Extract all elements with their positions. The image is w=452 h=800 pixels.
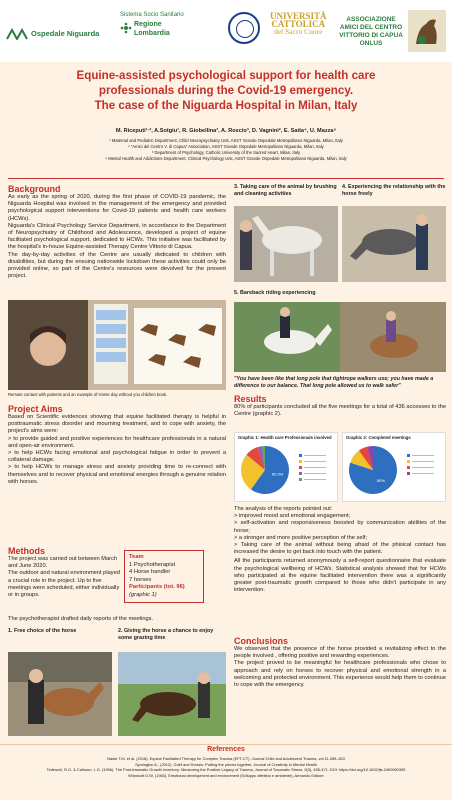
niguarda-mark-icon [6, 28, 28, 40]
title-line-3: The case of the Niguarda Hospital in Milan, Italy [94, 99, 358, 112]
lombardia-name-2: Lombardia [134, 30, 170, 37]
title-line-1: Equine-assisted psychological support for health care [76, 69, 376, 82]
association-logo [338, 16, 404, 48]
team-heading: Team [129, 554, 144, 560]
results-item: > self-activation and responsiveness boosted by communication abilities of the horse; [234, 520, 446, 534]
methods-section [8, 546, 122, 599]
reference-item: Winnicott D.W. (1983). Emotional development and environment (Sviluppo affettivo e ambiente), Armando Editore [128, 772, 324, 778]
reference-item: Naste T.M. et al. (2018). Equine Facilitated Therapy for Complex Trauma (EFT-CT). Journal Child and Adolescent Trauma, vol 11,289–303 [107, 756, 345, 761]
chart-2-legend-text [412, 473, 434, 474]
results-p2: The analysis of the reports pointed out: [234, 506, 333, 512]
conclusions-section [234, 636, 446, 689]
bareback-riding-image [234, 302, 446, 372]
photo-caption: Remote contact with patients and an example of Horse day without you children book. [8, 392, 168, 397]
affiliation: ³ Department of Psychology, Catholic University of the Sacred Heart, Milan, Italy [151, 150, 301, 155]
participants-heading: Participants (tot. 96) [129, 584, 185, 590]
niguarda-name: Ospedale Niguarda [31, 28, 100, 38]
chart-1-legend-text [304, 473, 326, 474]
results-section [234, 394, 446, 418]
conclusions-heading: Conclusions [234, 636, 289, 646]
authors: M. Riceputi¹·², A.Sotgiu¹, R. Giobellina³, A. Roscio³, D. Vagnini², E. Saita⁴, U. Mazza⁵ [115, 128, 337, 134]
chart-1-legend-text [304, 455, 326, 456]
team-item: 1 Psychotherapist [129, 561, 176, 568]
step-5-photo [234, 302, 446, 372]
chart-1-title: Graphic 1: Health care Professionals involved [238, 435, 332, 440]
aims-item: > to help HCWs facing emotional and psychological fatigue in order to prevent a collateral damage. [8, 450, 226, 464]
step-2-caption: 2. Giving the horse a chance to enjoy some grazing time [118, 628, 214, 641]
affiliation: ¹ Maternal and Pediatric Department, Child Neuropsychiatry Unit, ASST Grande Ospedale Metropolitano Niguarda, Milan, Italy [109, 138, 343, 143]
background-p1: As early as the spring of 2020, during the first phase of COVID-19 pandemic, the Niguarda Hospital was involved in the management of the emergency and provided psychological support interventions for Covid-19 patients and health care workers (HCWs). [8, 194, 226, 222]
aims-item: > to provide guided and positive experiences for healthcare professionals in a natural and open-air environment. [8, 435, 226, 449]
step-3-photo [234, 206, 338, 282]
poster-title [0, 68, 452, 113]
chart-2-title: Graphic 2: Completed meetings [346, 435, 411, 440]
chart-2-legend-text [412, 467, 434, 468]
team-item: 4 Horse handler [129, 569, 171, 575]
participants-note: (graphic 1) [129, 591, 157, 598]
background-heading: Background [8, 184, 61, 194]
methods-p2: The outdoor and natural environment played a crucial role in the project. Up to five meetings were scheduled, either individually or in groups. [8, 570, 120, 599]
chart-2-legend-swatch [407, 460, 410, 463]
results-item: > improved mood and emotional engagement; [234, 513, 351, 520]
chart-1-legend-text [304, 467, 326, 468]
chart-1-legend-swatch [299, 472, 302, 475]
assoc-line-1: ASSOCIAZIONE [346, 16, 396, 23]
free-choice-image [8, 652, 112, 736]
step-1-caption: 1. Free choice of the horse [8, 628, 77, 634]
methods-heading: Methods [8, 546, 45, 556]
lombardia-sub: Sistema Socio Sanitario [120, 12, 184, 18]
results-item: > Taking care of the animal without being afraid of the phisical contact has increased the desire to get back into touch with the patient. [234, 542, 446, 556]
aims-section [8, 404, 226, 486]
reference-item: Tedeschi, R.G. & Calhoun, L.G. (1996). The Post-traumatic Growth Inventory: Measuring the Positive Legacy of Trauma, Journal of Traumatic Stress, 9(3), 455-471. DOI: https://doi.org/10.1002/jts.2490090305 [46, 767, 406, 772]
chart-2-legend-swatch [407, 454, 410, 457]
results-item: > a stronger and more positive perception of the self; [234, 534, 367, 541]
chart-1-value-label: 60.3% [271, 471, 284, 477]
affiliation: ⁴ Mental Health and Addictions Department, Clinical Psychology Unit, ASST Grande Ospedale Metropolitano Niguarda, Milan, Italy [105, 156, 347, 161]
relationship-image [342, 206, 446, 282]
chart-1-legend-swatch [299, 454, 302, 457]
remote-contact-photo [8, 300, 226, 390]
niguarda-logo [6, 28, 99, 40]
team-item: 7 horses [129, 576, 152, 583]
background-section [8, 184, 226, 280]
team-box [124, 550, 204, 603]
chart-1-legend-swatch [299, 466, 302, 469]
chart-1-legend-text [304, 479, 326, 480]
methods-p1: The project was carried out between March and June 2020. [8, 556, 118, 570]
title-divider [8, 178, 444, 179]
aims-heading: Project Aims [8, 404, 63, 414]
methods-p3: The psychotherapist drafted daily reports of the meetings. [8, 616, 154, 622]
testimonial-quote: "You have been like that long pole that tightrope walkers use; you have made a difference to our balance. That long pole allowed us to walk safer" [234, 376, 434, 389]
chart-1 [234, 432, 338, 502]
remote-contact-image [8, 300, 226, 390]
results-heading: Results [234, 394, 267, 404]
horse-logo-icon [408, 10, 446, 52]
aims-intro: Based on Scientific evidences showing that equine facilitated therapy is helpful in posttraumatic stress disorder and mourning treatment, and to cope with anxiety, the project's aims were: [8, 414, 226, 435]
lombardia-logo [120, 12, 184, 38]
ucsc-line-2: CATTOLICA [271, 19, 326, 29]
assoc-line-4: ONLUS [359, 40, 383, 47]
step-1-photo [8, 652, 112, 736]
chart-1-legend-text [304, 461, 326, 462]
chart-2-legend-swatch [407, 466, 410, 469]
grazing-image [118, 652, 226, 736]
chart-1-legend-swatch [299, 460, 302, 463]
background-p2: Niguarda's Clinical Psychology Service Department, in accordance to the Department of Neuropsychiatry of Childhood and Adolescence, developed a project of equine facilitated psychological support, dedicated to HCWs. This initiative was facilitated by the hospital's in-house Equine-assisted Therapy Centre Vittorio di Capua. [8, 222, 226, 251]
background-p3: The day-by-day activities of the Centre are usually dedicated to children with disabilities, but during the ensuing nationwide lockdown these activities could only be provided online, so part of the Centre's resources were devolved for the present project. [8, 251, 226, 280]
chart-2 [342, 432, 446, 502]
chart-2-legend-text [412, 455, 434, 456]
chart-2-legend-text [412, 461, 434, 462]
step-4-caption: 4. Experiencing the relationship with the horse freely [342, 184, 446, 197]
chart-1-legend-swatch [299, 478, 302, 481]
results-p3: All the participants returned anonymously a self-report questionnaire that evaluate the psychological wellbeing of HCWs. Statistical analysis showed that for HCWs who participated at the equine facilitated intervention there was a significantly greater post-traumatic growth compared to those who didn't participate in any intervention. [234, 558, 446, 594]
rosa-camuna-icon [120, 22, 132, 34]
assoc-line-3: VITTORIO DI CAPUA [339, 32, 403, 39]
aims-item: > to help HCWs to manage stress and anxiety providing time to re-connect with themselves and to recover physical and emotional energies through a genuine relation with horses. [8, 464, 226, 485]
university-seal-icon [228, 12, 260, 44]
step-2-photo [118, 652, 226, 736]
chart-1-svg [235, 442, 337, 498]
conclusions-p2: The project proved to be meaningful for healthcare professionals who chose to approach and rely on horses to recover physical and emotional strength in a welcoming and protected environment. This experience would help them to continue to cope with the emergency. [234, 660, 446, 689]
step-3-caption: 3. Taking care of the animal by brushing and cleaning activities [234, 184, 337, 197]
chart-2-svg [343, 442, 445, 498]
title-line-2: professionals during the Covid-19 emergency. [98, 84, 354, 97]
lombardia-name-1: Regione [134, 21, 162, 28]
ucsc-logo [270, 12, 327, 36]
conclusions-p1: We observed that the presence of the horse provided a revitalizing effect to the people involved , offering positive and rewarding experiences. [234, 646, 446, 660]
brushing-image [234, 206, 338, 282]
results-p1: 80% of participants concluded all the five meetings for a total of 436 accesses to the Centre (graphic 2). [234, 404, 446, 418]
ucsc-line-1: UNIVERSITÀ [270, 11, 327, 21]
affiliations [0, 138, 452, 162]
assoc-line-2: AMICI DEL CENTRO [339, 24, 403, 31]
step-4-photo [342, 206, 446, 282]
references-list [16, 756, 436, 778]
ucsc-line-3: del Sacro Cuore [274, 27, 323, 36]
chart-2-legend-swatch [407, 472, 410, 475]
results-analysis [234, 506, 446, 594]
step-5-caption: 5. Bareback riding experiencing [234, 290, 316, 296]
chart-2-value-label: 80% [376, 478, 385, 484]
affiliation: ² "Amici del Centro V. di Capua" Association, ASST Grande Ospedale Metropolitano Niguarda, Milan, Italy [128, 144, 324, 149]
references-heading: References [207, 746, 245, 753]
reference-item: Symington A., (2012). Grief and Horses: Putting the pieces together, Journal of Creativity in Mental Health [135, 761, 317, 767]
